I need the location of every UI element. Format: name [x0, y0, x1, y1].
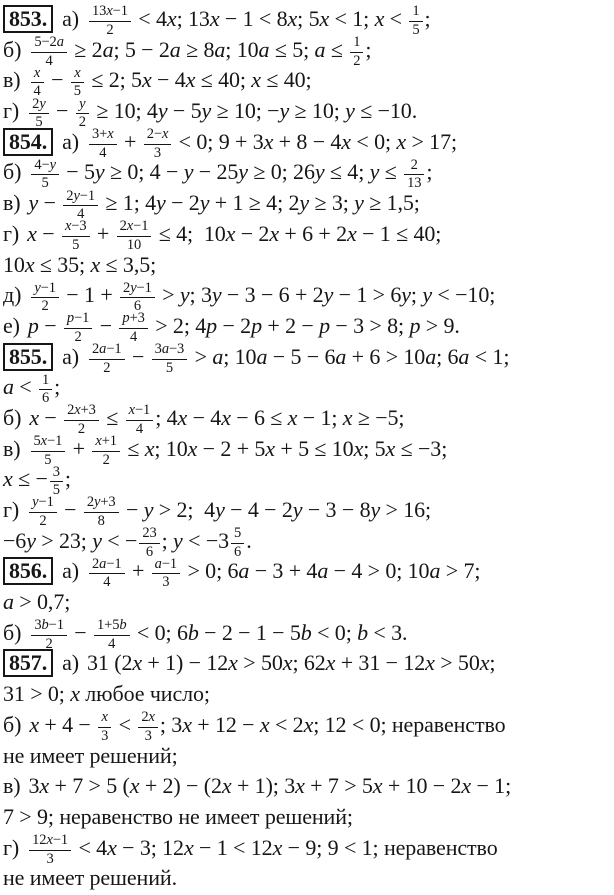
- part-label: а): [62, 6, 80, 31]
- math-text: .: [246, 527, 252, 553]
- fraction-denominator: 2: [102, 451, 110, 468]
- fraction-numerator: 2x+3: [64, 403, 99, 421]
- fraction: [71, 66, 84, 99]
- math-text: −: [126, 343, 150, 369]
- solution-line: [3, 371, 612, 407]
- fraction-numerator: 2: [404, 158, 424, 176]
- math-text: > a; 10a − 5 − 6a + 6 > 10a; 6a < 1;: [189, 343, 510, 369]
- solution-line: [3, 64, 612, 100]
- math-text: −: [68, 619, 92, 645]
- math-text: не имеет решений.: [3, 865, 177, 891]
- math-text: ;: [54, 374, 61, 400]
- math-text: p −: [27, 312, 62, 338]
- fraction: [126, 403, 154, 436]
- math-text: ;: [64, 466, 71, 492]
- fraction-denominator: 2: [103, 359, 111, 376]
- fraction-numerator: 3b−1: [31, 618, 67, 636]
- math-text: x −: [29, 404, 63, 430]
- fraction-numerator: 2a−1: [89, 342, 125, 360]
- fraction-numerator: 3: [50, 465, 63, 483]
- fraction: [120, 281, 155, 314]
- fraction-numerator: p+3: [119, 311, 147, 329]
- fraction-denominator: 5: [52, 482, 60, 499]
- fraction-numerator: 1: [39, 373, 52, 391]
- part-label: г): [3, 220, 20, 246]
- fraction: [138, 710, 158, 743]
- fraction-numerator: 3a−3: [152, 342, 188, 360]
- fraction-denominator: 4: [108, 635, 116, 652]
- solution-line: [3, 525, 612, 560]
- fraction-denominator: 5: [44, 451, 52, 468]
- fraction: [31, 35, 67, 68]
- fraction-denominator: 5: [412, 21, 420, 38]
- solution-line: [3, 341, 612, 376]
- solution-line: [3, 156, 612, 192]
- fraction: [31, 158, 59, 191]
- fraction: [84, 495, 119, 528]
- math-text: ≥ 10; 4y − 5y ≥ 10; −y ≥ 10; y ≤ −10.: [90, 98, 418, 124]
- fraction-denominator: 5: [73, 83, 81, 100]
- fraction-denominator: 3: [153, 144, 162, 161]
- fraction-denominator: 2: [45, 635, 53, 652]
- fraction-denominator: 2: [39, 512, 47, 529]
- math-text: y −: [28, 190, 62, 216]
- fraction: [119, 311, 147, 344]
- solution-line: [3, 617, 612, 652]
- fraction: [50, 465, 63, 498]
- solution-line: [3, 95, 612, 131]
- fraction: [64, 403, 99, 436]
- fraction-denominator: 3: [144, 727, 152, 744]
- fraction-numerator: 13x−1: [89, 4, 131, 22]
- math-text: ; y < −3: [161, 527, 230, 553]
- math-text: ≤ x; 10x − 2 + 5x + 5 ≤ 10x; 5x ≤ −3;: [121, 435, 448, 461]
- solution-line: [3, 34, 612, 69]
- math-text: ;: [424, 6, 431, 31]
- part-label: б): [3, 404, 22, 430]
- fraction: [63, 189, 98, 222]
- problem-number: 855.: [3, 343, 53, 371]
- part-label: б): [3, 619, 22, 645]
- part-label: б): [3, 36, 22, 62]
- fraction: [89, 342, 125, 375]
- solution-line: [3, 648, 612, 679]
- fraction-denominator: 5: [35, 114, 43, 131]
- math-text: ≥ 2a; 5 − 2a ≥ 8a; 10a ≤ 5; a ≤: [68, 36, 349, 62]
- fraction-denominator: 3: [46, 850, 54, 867]
- math-text: −: [58, 497, 82, 522]
- math-text: < 4x; 13x − 1 < 8x; 5x < 1; x <: [132, 6, 408, 31]
- fraction-numerator: x−1: [126, 403, 154, 421]
- solution-line: [3, 587, 612, 618]
- fraction: [62, 219, 90, 252]
- math-text: 3x + 7 > 5 (x + 2) − (2x + 1); 3x + 7 > 5x + 10 − 2x − 1;: [28, 773, 512, 799]
- math-text: < 4x − 3; 12x − 1 < 12x − 9; 9 < 1; неравенство: [73, 834, 498, 860]
- fraction-denominator: 3: [101, 727, 109, 744]
- fraction-denominator: 3: [162, 574, 170, 591]
- problem-number: 857.: [3, 649, 53, 677]
- math-text: − y > 2; 4y − 4 − 2y − 3 − 8y > 16;: [120, 497, 432, 522]
- fraction-numerator: 2y+3: [84, 495, 119, 513]
- fraction-numerator: 2y−1: [63, 189, 98, 207]
- fraction-numerator: 5−2a: [31, 35, 67, 53]
- part-label: б): [3, 711, 22, 737]
- part-label: г): [3, 98, 20, 124]
- part-label: а): [62, 128, 80, 154]
- fraction-denominator: 10: [126, 236, 142, 253]
- solution-line: [3, 126, 612, 161]
- part-label: в): [3, 435, 21, 461]
- fraction-denominator: 6: [145, 543, 154, 560]
- solution-line: [3, 433, 612, 468]
- part-label: д): [3, 282, 22, 308]
- math-text: ;: [365, 36, 372, 62]
- fraction-denominator: 4: [77, 206, 85, 223]
- math-text: < 0; 9 + 3x + 8 − 4x < 0; x > 17;: [173, 128, 457, 154]
- fraction: [404, 158, 424, 191]
- part-label: а): [62, 650, 80, 676]
- fraction: [31, 618, 67, 651]
- fraction-numerator: p−1: [64, 311, 92, 329]
- solution-line: [3, 802, 612, 833]
- fraction-denominator: 4: [130, 328, 138, 345]
- fraction: [92, 434, 120, 467]
- part-label: е): [3, 312, 20, 338]
- fraction: [89, 4, 131, 37]
- solution-line: [3, 494, 612, 529]
- fraction: [29, 97, 49, 130]
- math-text: −: [94, 312, 118, 338]
- fraction-numerator: 2−x: [144, 127, 172, 145]
- solution-line: [3, 741, 612, 772]
- part-label: г): [3, 834, 20, 860]
- math-text: ; 4x − 4x − 6 ≤ x − 1; x ≥ −5;: [155, 404, 405, 430]
- fraction: [144, 127, 172, 160]
- part-label: г): [3, 497, 20, 522]
- math-text: +: [91, 220, 115, 246]
- fraction-numerator: 2a−1: [89, 557, 125, 575]
- math-text: ;: [426, 159, 433, 185]
- fraction: [31, 281, 59, 314]
- fraction-numerator: a−1: [152, 557, 180, 575]
- fraction-denominator: 2: [78, 114, 86, 131]
- fraction: [409, 4, 422, 37]
- solution-line: [3, 863, 612, 894]
- solution-line: [3, 679, 612, 710]
- fraction-denominator: 4: [99, 144, 107, 161]
- part-label: в): [3, 190, 21, 216]
- math-text: − 5y ≥ 0; 4 − y − 25y ≥ 0; 26y ≤ 4; y ≤: [60, 159, 403, 185]
- fraction-denominator: 6: [234, 543, 242, 560]
- part-label: б): [3, 159, 22, 185]
- fraction-denominator: 4: [103, 574, 111, 591]
- solution-line: [3, 218, 612, 253]
- part-label: в): [3, 773, 21, 799]
- problem-number: 856.: [3, 557, 53, 585]
- fraction-numerator: 2y−1: [120, 281, 155, 299]
- math-text: ≥ 1; 4y − 2y + 1 ≥ 4; 2y ≥ 3; y ≥ 1,5;: [100, 190, 420, 216]
- problem-number: 854.: [3, 128, 53, 156]
- math-text: −: [45, 67, 69, 93]
- math-text: 7 > 9; неравенство не имеет решений;: [3, 803, 353, 829]
- math-text: x ≤ −: [3, 466, 48, 492]
- math-text: <: [113, 711, 137, 737]
- fraction-numerator: x−3: [62, 219, 90, 237]
- fraction-denominator: 4: [135, 420, 143, 437]
- fraction-numerator: 1+5b: [94, 618, 130, 636]
- fraction: [231, 526, 244, 559]
- math-text: +: [67, 435, 91, 461]
- fraction-denominator: 8: [97, 512, 105, 529]
- fraction-numerator: 1: [350, 35, 363, 53]
- fraction: [139, 526, 159, 559]
- math-text: a <: [3, 374, 38, 400]
- math-text: ≤ 2; 5x − 4x ≤ 40; x ≤ 40;: [85, 67, 312, 93]
- math-text: x −: [27, 220, 60, 246]
- math-text: x + 4 −: [29, 711, 97, 737]
- fraction-denominator: 6: [42, 390, 50, 407]
- solution-line: [3, 310, 612, 345]
- fraction-numerator: 2x−1: [117, 219, 152, 237]
- problem-number: 853.: [3, 5, 53, 33]
- fraction-numerator: 2y: [29, 97, 49, 115]
- solution-line: [3, 250, 612, 281]
- fraction-numerator: 2x: [138, 710, 158, 728]
- math-text: < 0; 6b − 2 − 1 − 5b < 0; b < 3.: [131, 619, 408, 645]
- solution-line: [3, 402, 612, 437]
- math-text: > 2; 4p − 2p + 2 − p − 3 > 8; p > 9.: [149, 312, 460, 338]
- math-text: 31 (2x + 1) − 12x > 50x; 62x + 31 − 12x > 50x;: [87, 650, 496, 676]
- fraction-numerator: x+1: [92, 434, 120, 452]
- fraction: [152, 557, 180, 590]
- fraction: [94, 618, 130, 651]
- solution-line: [3, 555, 612, 591]
- solution-line: [3, 771, 612, 802]
- fraction: [31, 434, 66, 467]
- solution-line: [3, 279, 612, 315]
- fraction-numerator: y: [76, 97, 89, 115]
- math-text: не имеет решений;: [3, 742, 178, 768]
- solution-line: [3, 3, 612, 38]
- fraction: [39, 373, 52, 406]
- fraction: [89, 557, 125, 590]
- part-label: а): [62, 343, 80, 369]
- fraction-denominator: 13: [407, 175, 422, 192]
- math-text: 10x ≤ 35; x ≤ 3,5;: [3, 251, 157, 277]
- math-text: +: [118, 128, 142, 154]
- fraction: [152, 342, 188, 375]
- fraction-numerator: 12x−1: [29, 833, 71, 851]
- fraction-denominator: 2: [77, 420, 86, 437]
- math-text: +: [126, 558, 150, 584]
- fraction: [89, 127, 117, 160]
- math-text: ≤ 4; 10x − 2x + 6 + 2x − 1 ≤ 40;: [153, 220, 442, 246]
- fraction-denominator: 2: [74, 328, 82, 345]
- fraction-denominator: 2: [41, 298, 49, 315]
- fraction-numerator: 1: [409, 4, 422, 22]
- part-label: в): [3, 67, 21, 93]
- fraction-numerator: y−1: [31, 281, 59, 299]
- fraction: [350, 35, 363, 68]
- math-text: > 0; 6a − 3 + 4a − 4 > 0; 10a > 7;: [182, 558, 481, 584]
- fraction-numerator: y−1: [29, 495, 57, 513]
- fraction: [98, 710, 111, 743]
- solution-line: [3, 832, 612, 867]
- fraction-denominator: 4: [33, 83, 41, 100]
- fraction-numerator: x: [31, 66, 44, 84]
- math-text: −: [50, 98, 74, 124]
- fraction-numerator: 3+x: [89, 127, 117, 145]
- solution-line: [3, 187, 612, 223]
- math-text: −6y > 23; y < −: [3, 527, 138, 553]
- fraction: [29, 495, 57, 528]
- math-text: a > 0,7;: [3, 589, 71, 615]
- fraction-denominator: 5: [72, 236, 80, 253]
- math-text: − 1 +: [60, 282, 119, 308]
- fraction-numerator: x: [98, 710, 111, 728]
- math-text: ≤: [100, 404, 124, 430]
- fraction-denominator: 5: [41, 175, 49, 192]
- part-label: а): [62, 558, 80, 584]
- fraction-numerator: x: [71, 66, 84, 84]
- fraction-denominator: 2: [353, 52, 361, 69]
- math-text: > y; 3y − 3 − 6 + 2y − 1 > 6y; y < −10;: [156, 282, 496, 308]
- fraction: [29, 833, 71, 866]
- math-text: 31 > 0; x любое число;: [3, 681, 210, 707]
- math-text: ; 3x + 12 − x < 2x; 12 < 0; неравенство: [159, 711, 506, 737]
- fraction-denominator: 5: [165, 359, 174, 376]
- solution-line: [3, 463, 612, 499]
- fraction-denominator: 6: [133, 298, 141, 315]
- solution-line: [3, 709, 612, 744]
- fraction-denominator: 2: [106, 21, 114, 38]
- fraction-denominator: 4: [45, 52, 53, 69]
- fraction: [64, 311, 92, 344]
- fraction-numerator: 5: [231, 526, 244, 544]
- fraction-numerator: 4−y: [31, 158, 59, 176]
- fraction-numerator: 23: [139, 526, 159, 544]
- fraction: [117, 219, 152, 252]
- fraction-numerator: 5x−1: [31, 434, 66, 452]
- fraction: [31, 66, 44, 99]
- fraction: [76, 97, 89, 130]
